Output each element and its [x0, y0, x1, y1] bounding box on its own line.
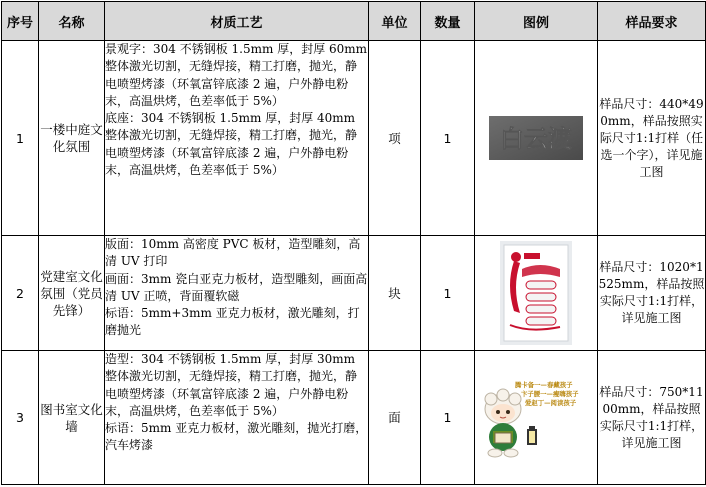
- row-qty: 1: [421, 351, 475, 485]
- row-unit: 项: [369, 41, 421, 236]
- reading-mascot-image: [481, 373, 591, 463]
- row-requirement: 样品尺寸：750*1100mm，样品按照实际尺寸1:1打样，详见施工图: [598, 351, 706, 485]
- row-name: 图书室文化墙: [39, 351, 105, 485]
- row-name: 一楼中庭文化氛围: [39, 41, 105, 236]
- row-material: [105, 351, 369, 485]
- header-qty: 数量: [421, 2, 475, 41]
- slogan-line: 腾卡备一—春藏孩子: [515, 380, 573, 389]
- row-unit: 块: [369, 236, 421, 351]
- table-row: [2, 351, 706, 485]
- material-line: 造型：304 不锈钢板 1.5mm 厚，封厚 30mm 整体激光切割，无缝焊接，精工打磨，抛光，静电喷塑烤漆（环氧富锌底漆 2 遍，户外静电粉末，高温烘烤，色差率低于 5%）: [105, 352, 358, 418]
- header-image: 图例: [475, 2, 598, 41]
- material-line: 版面：10mm 高密度 PVC 板材，造型雕刻，高清 UV 打印: [105, 237, 361, 269]
- row-index: 1: [2, 41, 39, 236]
- row-material: [105, 41, 369, 236]
- row-name: 党建室文化氛围（党员先锋）: [39, 236, 105, 351]
- material-line: 底座：304 不锈钢板 1.5mm 厚，封厚 40mm 整体激光切割，无缝焊接，精工打磨，抛光，静电喷塑烤漆（环氧富锌底漆 2 遍，户外静电粉末，高温烘烤，色差率低于 5%）: [105, 111, 358, 178]
- row-requirement: 样品尺寸：440*490mm，样品按照实际尺寸1:1打样（任选一个字），详见施工图: [598, 41, 706, 236]
- table-row: [2, 41, 706, 236]
- row-unit: 面: [369, 351, 421, 485]
- material-line: 景观字：304 不锈钢板 1.5mm 厚，封厚 60mm 整体激光切割，无缝焊接，精工打磨，抛光，静电喷塑烤漆（环氧富锌底漆 2 遍，户外静电粉末，高温烘烤，色差率低于 5%）: [105, 42, 368, 108]
- table-row: [2, 236, 706, 351]
- row-qty: 1: [421, 41, 475, 236]
- header-material: 材质工艺: [105, 2, 369, 41]
- row-image-cell: [475, 41, 598, 236]
- signage-text: 白云渡: [500, 124, 572, 153]
- spec-table: [1, 1, 706, 485]
- material-line: 标语：5mm 亚克力板材，激光雕刻，抛光打磨，汽车烤漆: [105, 421, 368, 453]
- row-image-cell: [475, 236, 598, 351]
- row-qty: 1: [421, 236, 475, 351]
- material-line: 标语：5mm+3mm 亚克力板材，激光雕刻，打磨抛光: [105, 306, 360, 338]
- slogan-line: 爱赵丁—阅读孩子: [525, 398, 577, 407]
- header-name: 名称: [39, 2, 105, 41]
- header-row: [2, 2, 706, 41]
- party-board-image: [500, 241, 572, 345]
- header-requirement: 样品要求: [598, 2, 706, 41]
- slogan-line: 卞子腰一—瘦嗨孩子: [521, 389, 579, 398]
- row-index: 2: [2, 236, 39, 351]
- row-material: [105, 236, 369, 351]
- signage-letters-image: [489, 116, 583, 160]
- row-requirement: 样品尺寸：1020*1525mm，样品按照实际尺寸1:1打样，详见施工图: [598, 236, 706, 351]
- material-line: 画面：3mm 瓷白亚克力板材，造型雕刻，画面高清 UV 正喷，背面覆软磁: [105, 271, 368, 303]
- row-index: 3: [2, 351, 39, 485]
- header-unit: 单位: [369, 2, 421, 41]
- row-image-cell: [475, 351, 598, 485]
- header-index: 序号: [2, 2, 39, 41]
